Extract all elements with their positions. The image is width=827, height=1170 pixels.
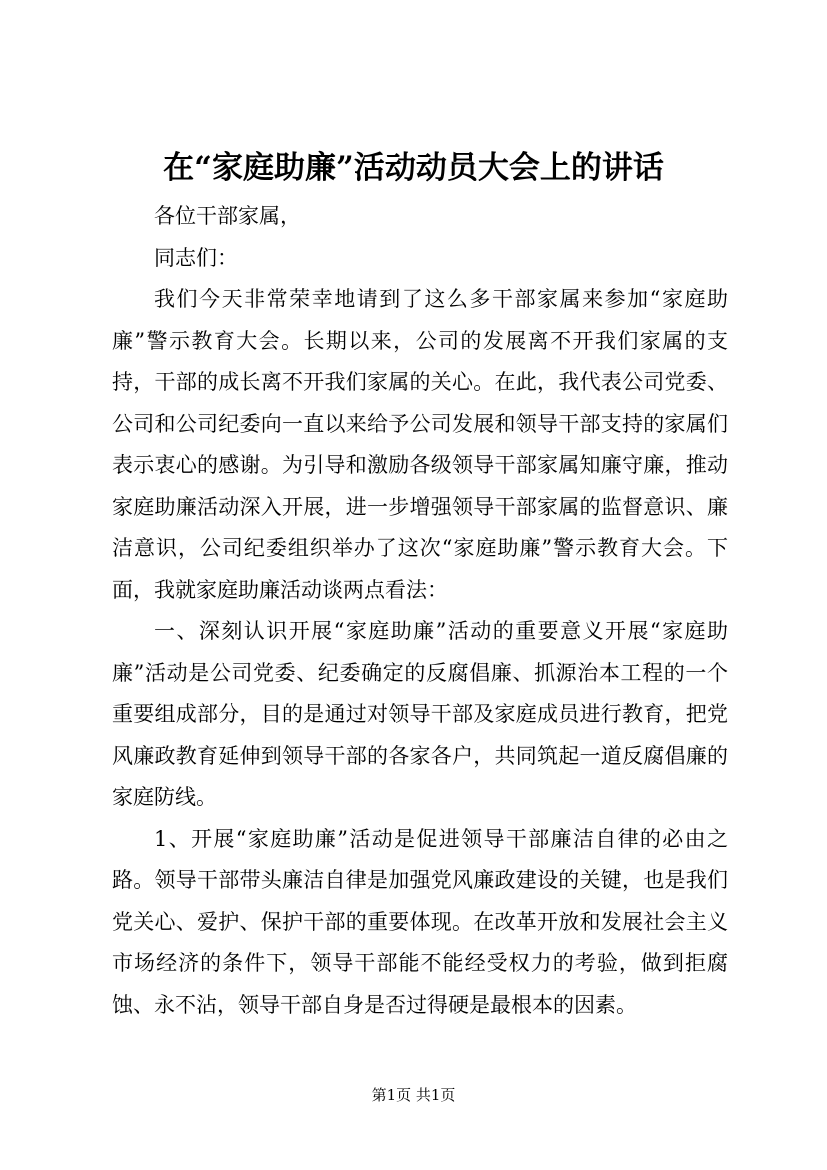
- document-title: 在“家庭助廉”活动动员大会上的讲话: [163, 150, 664, 186]
- page-number: 第1页 共1页: [371, 1086, 456, 1104]
- salutation-line: 各位干部家属，: [154, 204, 301, 228]
- body-paragraph: 一、深刻认识开展“家庭助廉”活动的重要意义开展“家庭助廉”活动是公司党委、纪委确定的反腐倡廉、抓源治本工程的一个重要组成部分，目的是通过对领导干部及家庭成员进行教育，把党风廉政教育延伸到领导干部的各家各户，共同筑起一道反腐倡廉的家庭防线。: [112, 619, 728, 809]
- document-body: [112, 196, 728, 1026]
- body-paragraph: 我们今天非常荣幸地请到了这么多干部家属来参加“家庭助廉”警示教育大会。长期以来，公司的发展离不开我们家属的支持，干部的成长离不开我们家属的关心。在此，我代表公司党委、公司和公司纪委向一直以来给予公司发展和领导干部支持的家属们表示衷心的感谢。为引导和激励各级领导干部家属知廉守廉，推动家庭助廉活动深入开展，进一步增强领导干部家属的监督意识、廉洁意识，公司纪委组织举办了这次“家庭助廉”警示教育大会。下面，我就家庭助廉活动谈两点看法：: [112, 287, 728, 602]
- body-paragraph: 1、开展“家庭助廉”活动是促进领导干部廉洁自律的必由之路。领导干部带头廉洁自律是加强党风廉政建设的关键，也是我们党关心、爱护、保护干部的重要体现。在改革开放和发展社会主义市场经济的条件下，领导干部能不能经受权力的考验，做到拒腐蚀、永不沾，领导干部自身是否过得硬是最根本的因素。: [112, 826, 728, 1017]
- salutation-line: 同志们：: [154, 245, 238, 270]
